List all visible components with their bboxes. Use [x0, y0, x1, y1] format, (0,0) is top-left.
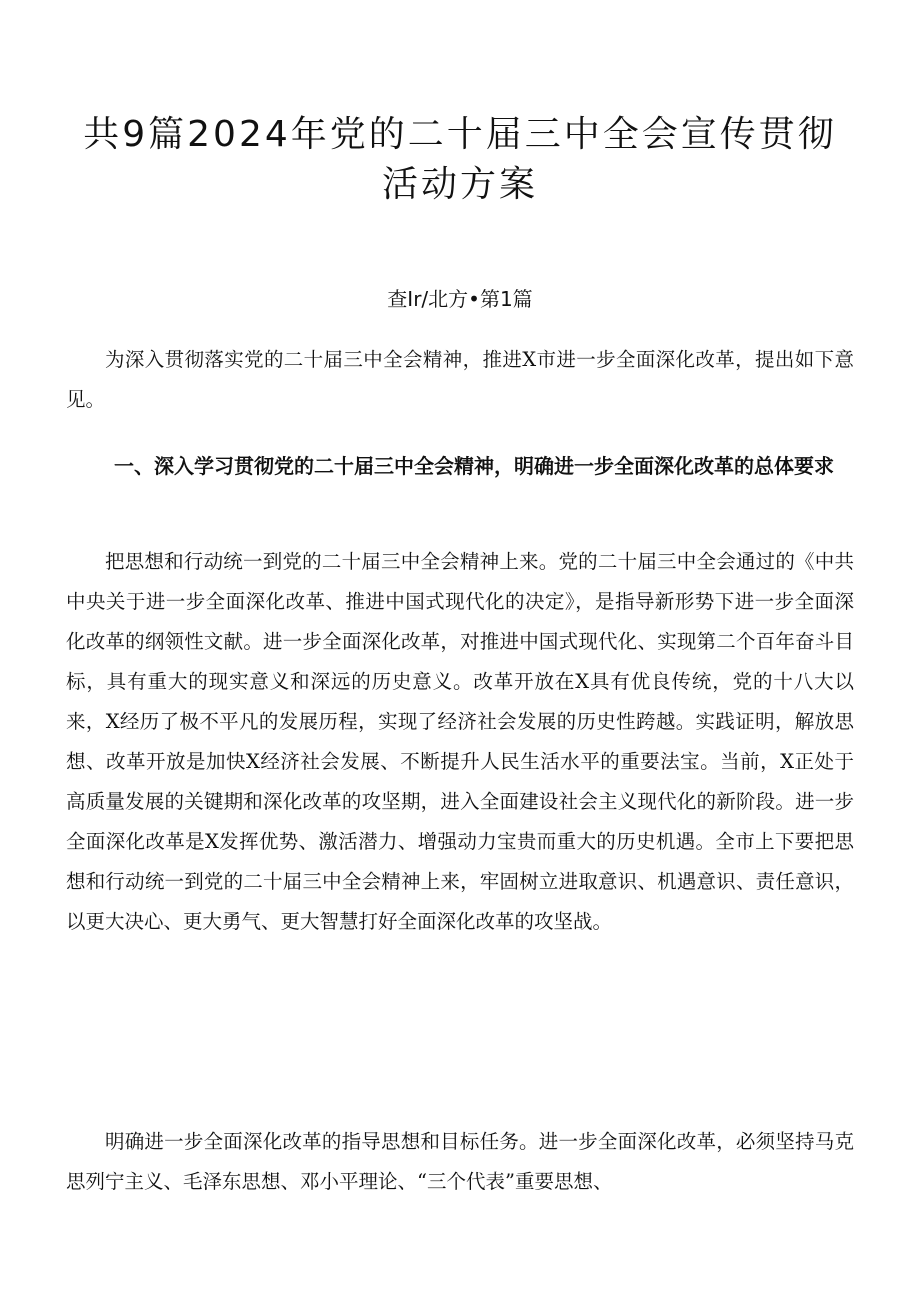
intro-paragraph: 为深入贯彻落实党的二十届三中全会精神，推进X市进一步全面深化改革，提出如下意见。: [66, 348, 854, 411]
document-title: 共9篇2024年党的二十届三中全会宣传贯彻活动方案: [83, 114, 837, 205]
body-paragraph-2: 明确进一步全面深化改革的指导思想和目标任务。进一步全面深化改革，必须坚持马克思列宁主义、毛泽东思想、邓小平理论、“三个代表”重要思想、: [66, 1130, 854, 1193]
document-subheading: 查Ir/北方•第1篇: [387, 287, 533, 311]
body-paragraph: 把思想和行动统一到党的二十届三中全会精神上来。党的二十届三中全会通过的《中共中央关于进一步全面深化改革、推进中国式现代化的决定》，是指导新形势下进一步全面深化改革的纲领性文献。进一步全面深化改革，对推进中国式现代化、实现第二个百年奋斗目标，具有重大的现实意义和深远的历史意义。改革开放在X具有优良传统，党的十八大以来，X经历了极不平凡的发展历程，实现了经济社会发展的历史性跨越。实践证明，解放思想、改革开放是加快X经济社会发展、不断提升人民生活水平的重要法宝。当前，X正处于高质量发展的关键期和深化改革的攻坚期，进入全面建设社会主义现代化的新阶段。进一步全面深化改革是X发挥优势、激活潜力、增强动力宝贵而重大的历史机遇。全市上下要把思想和行动统一到党的二十届三中全会精神上来，牢固树立进取意识、机遇意识、责任意识，以更大决心、更大勇气、更大智慧打好全面深化改革的攻坚战。: [66, 550, 854, 933]
section-heading: 一、深入学习贯彻党的二十届三中全会精神，明确进一步全面深化改革的总体要求: [114, 454, 834, 478]
